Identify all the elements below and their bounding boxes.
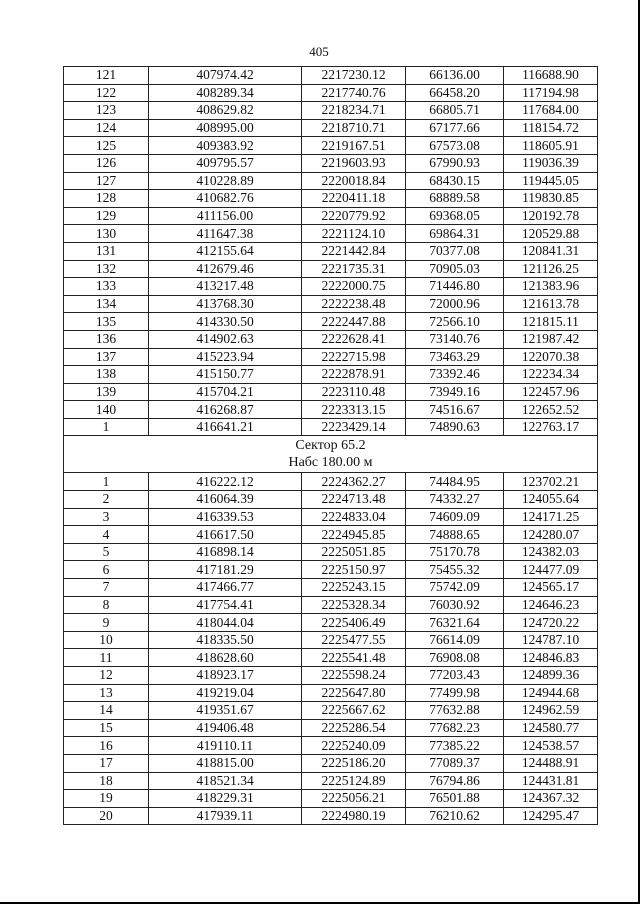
sector-row (64, 436, 598, 473)
table-cell: 76501.88 (406, 790, 504, 808)
table-cell: 408629.82 (149, 102, 302, 120)
table-cell: 124538.57 (504, 737, 598, 755)
table-cell: 73392.46 (406, 366, 504, 384)
table-cell: 2220779.92 (302, 207, 406, 225)
table-row (64, 561, 598, 579)
table-cell: 2225056.21 (302, 790, 406, 808)
table-cell: 2219603.93 (302, 154, 406, 172)
table-cell: 124171.25 (504, 508, 598, 526)
page-number: 405 (309, 44, 329, 59)
table-cell: 411156.00 (149, 207, 302, 225)
table-cell: 119036.39 (504, 154, 598, 172)
table-cell: 117194.98 (504, 84, 598, 102)
table-cell: 121987.42 (504, 330, 598, 348)
table-cell: 74516.67 (406, 401, 504, 419)
table-cell: 411647.38 (149, 225, 302, 243)
table-row (64, 418, 598, 436)
table-cell: 126 (64, 154, 149, 172)
table-cell: 133 (64, 278, 149, 296)
table-cell: 2225051.85 (302, 543, 406, 561)
table-cell: 124580.77 (504, 719, 598, 737)
table-cell: 122 (64, 84, 149, 102)
table-row (64, 260, 598, 278)
table-cell: 416617.50 (149, 526, 302, 544)
table-cell: 2222238.48 (302, 295, 406, 313)
table-cell: 127 (64, 172, 149, 190)
table-cell: 20 (64, 807, 149, 825)
table-row (64, 119, 598, 137)
table-row (64, 684, 598, 702)
table-cell: 124944.68 (504, 684, 598, 702)
table-cell: 1 (64, 473, 149, 491)
table-cell: 416064.39 (149, 491, 302, 509)
table-row (64, 772, 598, 790)
table-cell: 418229.31 (149, 790, 302, 808)
table-cell: 2222878.91 (302, 366, 406, 384)
sector-header (64, 436, 598, 473)
table-cell: 417754.41 (149, 596, 302, 614)
table-cell: 413768.30 (149, 295, 302, 313)
table-cell: 418815.00 (149, 754, 302, 772)
table-cell: 123 (64, 102, 149, 120)
table-cell: 119830.85 (504, 190, 598, 208)
table-cell: 67573.08 (406, 137, 504, 155)
table-cell: 118605.91 (504, 137, 598, 155)
table-cell: 10 (64, 631, 149, 649)
table-cell: 2222447.88 (302, 313, 406, 331)
table-cell: 2221124.10 (302, 225, 406, 243)
table-cell: 2225286.54 (302, 719, 406, 737)
table-cell: 118154.72 (504, 119, 598, 137)
table-cell: 2224980.19 (302, 807, 406, 825)
table-row (64, 719, 598, 737)
table-cell: 416641.21 (149, 418, 302, 436)
table-cell: 412155.64 (149, 242, 302, 260)
table-cell: 2225243.15 (302, 579, 406, 597)
table-cell: 76030.92 (406, 596, 504, 614)
table-cell: 68889.58 (406, 190, 504, 208)
table-cell: 124846.83 (504, 649, 598, 667)
table-cell: 121383.96 (504, 278, 598, 296)
table-row (64, 702, 598, 720)
table-row (64, 348, 598, 366)
table-cell: 418335.50 (149, 631, 302, 649)
table-cell: 2225150.97 (302, 561, 406, 579)
table-cell: 410228.89 (149, 172, 302, 190)
table-cell: 2221735.31 (302, 260, 406, 278)
table-cell: 19 (64, 790, 149, 808)
table-cell: 125 (64, 137, 149, 155)
table-cell: 2223429.14 (302, 418, 406, 436)
table-cell: 124055.64 (504, 491, 598, 509)
table-cell: 75170.78 (406, 543, 504, 561)
coordinates-block-2 (64, 473, 598, 825)
table-cell: 74888.65 (406, 526, 504, 544)
table-row (64, 614, 598, 632)
table-cell: 76321.64 (406, 614, 504, 632)
table-cell: 415223.94 (149, 348, 302, 366)
table-cell: 121126.25 (504, 260, 598, 278)
table-cell: 408995.00 (149, 119, 302, 137)
table-cell: 417939.11 (149, 807, 302, 825)
table-cell: 2224833.04 (302, 508, 406, 526)
table-cell: 77632.88 (406, 702, 504, 720)
table-cell: 409795.57 (149, 154, 302, 172)
table-cell: 71446.80 (406, 278, 504, 296)
table-cell: 13 (64, 684, 149, 702)
table-cell: 3 (64, 508, 149, 526)
table-cell: 1 (64, 418, 149, 436)
table-cell: 124488.91 (504, 754, 598, 772)
table-row (64, 649, 598, 667)
table-cell: 2220018.84 (302, 172, 406, 190)
table-cell: 76210.62 (406, 807, 504, 825)
table-cell: 9 (64, 614, 149, 632)
table-cell: 8 (64, 596, 149, 614)
table-cell: 2218710.71 (302, 119, 406, 137)
table-cell: 124280.07 (504, 526, 598, 544)
table-cell: 418044.04 (149, 614, 302, 632)
table-row (64, 807, 598, 825)
table-cell: 17 (64, 754, 149, 772)
sector-cell (64, 436, 598, 473)
table-row (64, 295, 598, 313)
table-cell: 124477.09 (504, 561, 598, 579)
table-cell: 120529.88 (504, 225, 598, 243)
table-row (64, 473, 598, 491)
table-cell: 124787.10 (504, 631, 598, 649)
table-cell: 75455.32 (406, 561, 504, 579)
table-cell: 407974.42 (149, 67, 302, 85)
table-cell: 415150.77 (149, 366, 302, 384)
table-cell: 66458.20 (406, 84, 504, 102)
table-row (64, 790, 598, 808)
table-cell: 66136.00 (406, 67, 504, 85)
table-cell: 139 (64, 383, 149, 401)
table-cell: 418521.34 (149, 772, 302, 790)
table-cell: 74332.27 (406, 491, 504, 509)
table-cell: 414902.63 (149, 330, 302, 348)
table-cell: 2225124.89 (302, 772, 406, 790)
table-cell: 72000.96 (406, 295, 504, 313)
table-cell: 410682.76 (149, 190, 302, 208)
table-cell: 418923.17 (149, 667, 302, 685)
table-row (64, 225, 598, 243)
table-cell: 77203.43 (406, 667, 504, 685)
table-row (64, 102, 598, 120)
table-cell: 11 (64, 649, 149, 667)
table-row (64, 508, 598, 526)
table-row (64, 667, 598, 685)
table-cell: 419406.48 (149, 719, 302, 737)
table-cell: 2219167.51 (302, 137, 406, 155)
table-cell: 419219.04 (149, 684, 302, 702)
table-cell: 73140.76 (406, 330, 504, 348)
table-cell: 18 (64, 772, 149, 790)
table-cell: 137 (64, 348, 149, 366)
table-cell: 2218234.71 (302, 102, 406, 120)
table-cell: 2225240.09 (302, 737, 406, 755)
table-cell: 76614.09 (406, 631, 504, 649)
table-cell: 124899.36 (504, 667, 598, 685)
table-cell: 409383.92 (149, 137, 302, 155)
table-cell: 72566.10 (406, 313, 504, 331)
table-cell: 130 (64, 225, 149, 243)
table-cell: 128 (64, 190, 149, 208)
table-cell: 119445.05 (504, 172, 598, 190)
table-cell: 73949.16 (406, 383, 504, 401)
table-cell: 4 (64, 526, 149, 544)
table-row (64, 278, 598, 296)
table-row (64, 631, 598, 649)
table-cell: 2224713.48 (302, 491, 406, 509)
table-row (64, 67, 598, 85)
table-cell: 138 (64, 366, 149, 384)
table-cell: 129 (64, 207, 149, 225)
table-row (64, 137, 598, 155)
table-cell: 6 (64, 561, 149, 579)
table-cell: 69368.05 (406, 207, 504, 225)
table-cell: 2225647.80 (302, 684, 406, 702)
table-cell: 2222715.98 (302, 348, 406, 366)
table-cell: 2224945.85 (302, 526, 406, 544)
table-cell: 14 (64, 702, 149, 720)
table-cell: 2225328.34 (302, 596, 406, 614)
table-row (64, 526, 598, 544)
table-cell: 135 (64, 313, 149, 331)
table-cell: 77682.23 (406, 719, 504, 737)
table-cell: 73463.29 (406, 348, 504, 366)
table-row (64, 84, 598, 102)
table-cell: 116688.90 (504, 67, 598, 85)
table-cell: 66805.71 (406, 102, 504, 120)
coordinates-block-1 (64, 67, 598, 436)
table-cell: 2225598.24 (302, 667, 406, 685)
table-cell: 416339.53 (149, 508, 302, 526)
table-cell: 414330.50 (149, 313, 302, 331)
table-cell: 124646.23 (504, 596, 598, 614)
table-cell: 70905.03 (406, 260, 504, 278)
table-cell: 120841.31 (504, 242, 598, 260)
table-row (64, 596, 598, 614)
table-cell: 415704.21 (149, 383, 302, 401)
table-cell: 2225667.62 (302, 702, 406, 720)
table-cell: 12 (64, 667, 149, 685)
table-cell: 74890.63 (406, 418, 504, 436)
table-cell: 419351.67 (149, 702, 302, 720)
table-cell: 419110.11 (149, 737, 302, 755)
table-cell: 2225541.48 (302, 649, 406, 667)
table-cell: 120192.78 (504, 207, 598, 225)
table-cell: 124962.59 (504, 702, 598, 720)
table-row (64, 330, 598, 348)
table-cell: 134 (64, 295, 149, 313)
table-cell: 76908.08 (406, 649, 504, 667)
table-cell: 2223313.15 (302, 401, 406, 419)
table-row (64, 366, 598, 384)
table-cell: 2223110.48 (302, 383, 406, 401)
table-cell: 2225186.20 (302, 754, 406, 772)
table-row (64, 401, 598, 419)
table-cell: 2225406.49 (302, 614, 406, 632)
table-row (64, 242, 598, 260)
table-cell: 70377.08 (406, 242, 504, 260)
table-cell: 2222000.75 (302, 278, 406, 296)
table-row (64, 190, 598, 208)
table-cell: 123702.21 (504, 473, 598, 491)
table-cell: 2222628.41 (302, 330, 406, 348)
table-cell: 117684.00 (504, 102, 598, 120)
table-cell: 121613.78 (504, 295, 598, 313)
table-cell: 416898.14 (149, 543, 302, 561)
table-cell: 132 (64, 260, 149, 278)
table-cell: 75742.09 (406, 579, 504, 597)
table-row (64, 754, 598, 772)
sector-name: Сектор 65.2 (295, 438, 366, 454)
table-cell: 124382.03 (504, 543, 598, 561)
table-cell: 122070.38 (504, 348, 598, 366)
table-cell: 124431.81 (504, 772, 598, 790)
table-cell: 418628.60 (149, 649, 302, 667)
table-cell: 122234.34 (504, 366, 598, 384)
table-cell: 140 (64, 401, 149, 419)
table-cell: 77385.22 (406, 737, 504, 755)
table-cell: 122457.96 (504, 383, 598, 401)
table-cell: 408289.34 (149, 84, 302, 102)
table-cell: 74484.95 (406, 473, 504, 491)
table-cell: 412679.46 (149, 260, 302, 278)
table-cell: 67177.66 (406, 119, 504, 137)
table-cell: 68430.15 (406, 172, 504, 190)
table-cell: 122763.17 (504, 418, 598, 436)
table-cell: 5 (64, 543, 149, 561)
table-cell: 76794.86 (406, 772, 504, 790)
table-cell: 417466.77 (149, 579, 302, 597)
table-cell: 2217230.12 (302, 67, 406, 85)
table-cell: 416268.87 (149, 401, 302, 419)
table-cell: 16 (64, 737, 149, 755)
table-cell: 2220411.18 (302, 190, 406, 208)
table-cell: 69864.31 (406, 225, 504, 243)
table-row (64, 543, 598, 561)
coordinates-table (63, 66, 598, 825)
sector-height: Набс 180.00 м (288, 455, 373, 471)
table-cell: 416222.12 (149, 473, 302, 491)
table-cell: 2217740.76 (302, 84, 406, 102)
table-cell: 67990.93 (406, 154, 504, 172)
table-cell: 74609.09 (406, 508, 504, 526)
table-row (64, 737, 598, 755)
table-row (64, 579, 598, 597)
table-cell: 124565.17 (504, 579, 598, 597)
table-cell: 2224362.27 (302, 473, 406, 491)
table-cell: 77089.37 (406, 754, 504, 772)
table-cell: 77499.98 (406, 684, 504, 702)
table-row (64, 491, 598, 509)
table-cell: 136 (64, 330, 149, 348)
table-cell: 2225477.55 (302, 631, 406, 649)
table-cell: 15 (64, 719, 149, 737)
table-row (64, 172, 598, 190)
table-cell: 121 (64, 67, 149, 85)
table-cell: 2 (64, 491, 149, 509)
table-cell: 131 (64, 242, 149, 260)
table-cell: 7 (64, 579, 149, 597)
table-cell: 122652.52 (504, 401, 598, 419)
table-cell: 124720.22 (504, 614, 598, 632)
table-row (64, 313, 598, 331)
table-row (64, 383, 598, 401)
table-cell: 413217.48 (149, 278, 302, 296)
table-row (64, 207, 598, 225)
table-cell: 124295.47 (504, 807, 598, 825)
table-cell: 2221442.84 (302, 242, 406, 260)
table-cell: 417181.29 (149, 561, 302, 579)
table-row (64, 154, 598, 172)
table-cell: 121815.11 (504, 313, 598, 331)
table-cell: 124 (64, 119, 149, 137)
table-cell: 124367.32 (504, 790, 598, 808)
